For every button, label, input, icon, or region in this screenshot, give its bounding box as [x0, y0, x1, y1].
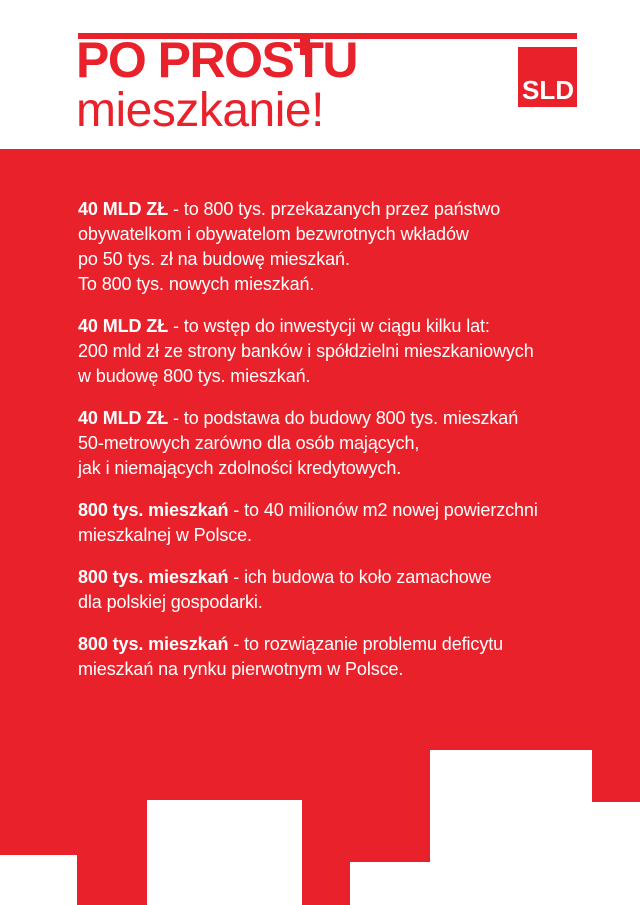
paragraph-line: dla polskiej gospodarki.: [78, 592, 263, 612]
paragraph-line: 800 tys. mieszkań - to rozwiązanie problemu deficytu: [78, 634, 504, 654]
paragraph-line: 50-metrowych zarówno dla osób mających,: [78, 433, 420, 453]
paragraph-line: 40 MLD ZŁ - to podstawa do budowy 800 tys. mieszkań: [78, 408, 519, 428]
paragraph-line: To 800 tys. nowych mieszkań.: [78, 274, 315, 294]
page-subtitle: mieszkanie!: [76, 84, 324, 137]
page-title: PO PROSTU: [76, 32, 357, 88]
paragraph: [78, 406, 570, 481]
bold-lead: 800 tys. mieszkań: [78, 567, 229, 587]
paragraph-line: mieszkań na rynku pierwotnym w Polsce.: [78, 659, 404, 679]
sld-logo-text: SLD: [522, 75, 574, 105]
paragraph-line: 40 MLD ZŁ - to wstęp do inwestycji w ciągu kilku lat:: [78, 316, 490, 336]
paragraph: [78, 314, 570, 389]
paragraph: [78, 632, 570, 682]
paragraph-line: obywatelkom i obywatelom bezwrotnych wkładów: [78, 224, 469, 244]
bold-lead: 800 tys. mieszkań: [78, 500, 229, 520]
skyline-cutout-far-right: [592, 802, 640, 905]
skyline-cutout-center-right: [350, 862, 430, 905]
paragraph-line: 200 mld zł ze strony banków i spółdzielni mieszkaniowych: [78, 341, 534, 361]
bold-lead: 40 MLD ZŁ: [78, 316, 169, 336]
paragraph-line: 40 MLD ZŁ - to 800 tys. przekazanych przez państwo: [78, 199, 501, 219]
paragraph-line: jak i niemających zdolności kredytowych.: [78, 458, 402, 478]
paragraph-line: mieszkalnej w Polsce.: [78, 525, 252, 545]
bold-lead: 40 MLD ZŁ: [78, 199, 169, 219]
bold-lead: 40 MLD ZŁ: [78, 408, 169, 428]
body-copy: [78, 197, 570, 699]
paragraph-line: 800 tys. mieszkań - ich budowa to koło zamachowe: [78, 567, 492, 587]
paragraph-line: w budowę 800 tys. mieszkań.: [78, 366, 311, 386]
bold-lead: 800 tys. mieszkań: [78, 634, 229, 654]
paragraph: [78, 565, 570, 615]
paragraph-line: 800 tys. mieszkań - to 40 milionów m2 nowej powierzchni: [78, 500, 538, 520]
skyline-cutout-right: [430, 750, 592, 905]
paragraph-line: po 50 tys. zł na budowę mieszkań.: [78, 249, 350, 269]
paragraph: [78, 197, 570, 297]
skyline-cutout-middle: [147, 800, 302, 905]
skyline-cutout-left: [0, 855, 77, 905]
paragraph: [78, 498, 570, 548]
sld-logo: [518, 47, 577, 107]
